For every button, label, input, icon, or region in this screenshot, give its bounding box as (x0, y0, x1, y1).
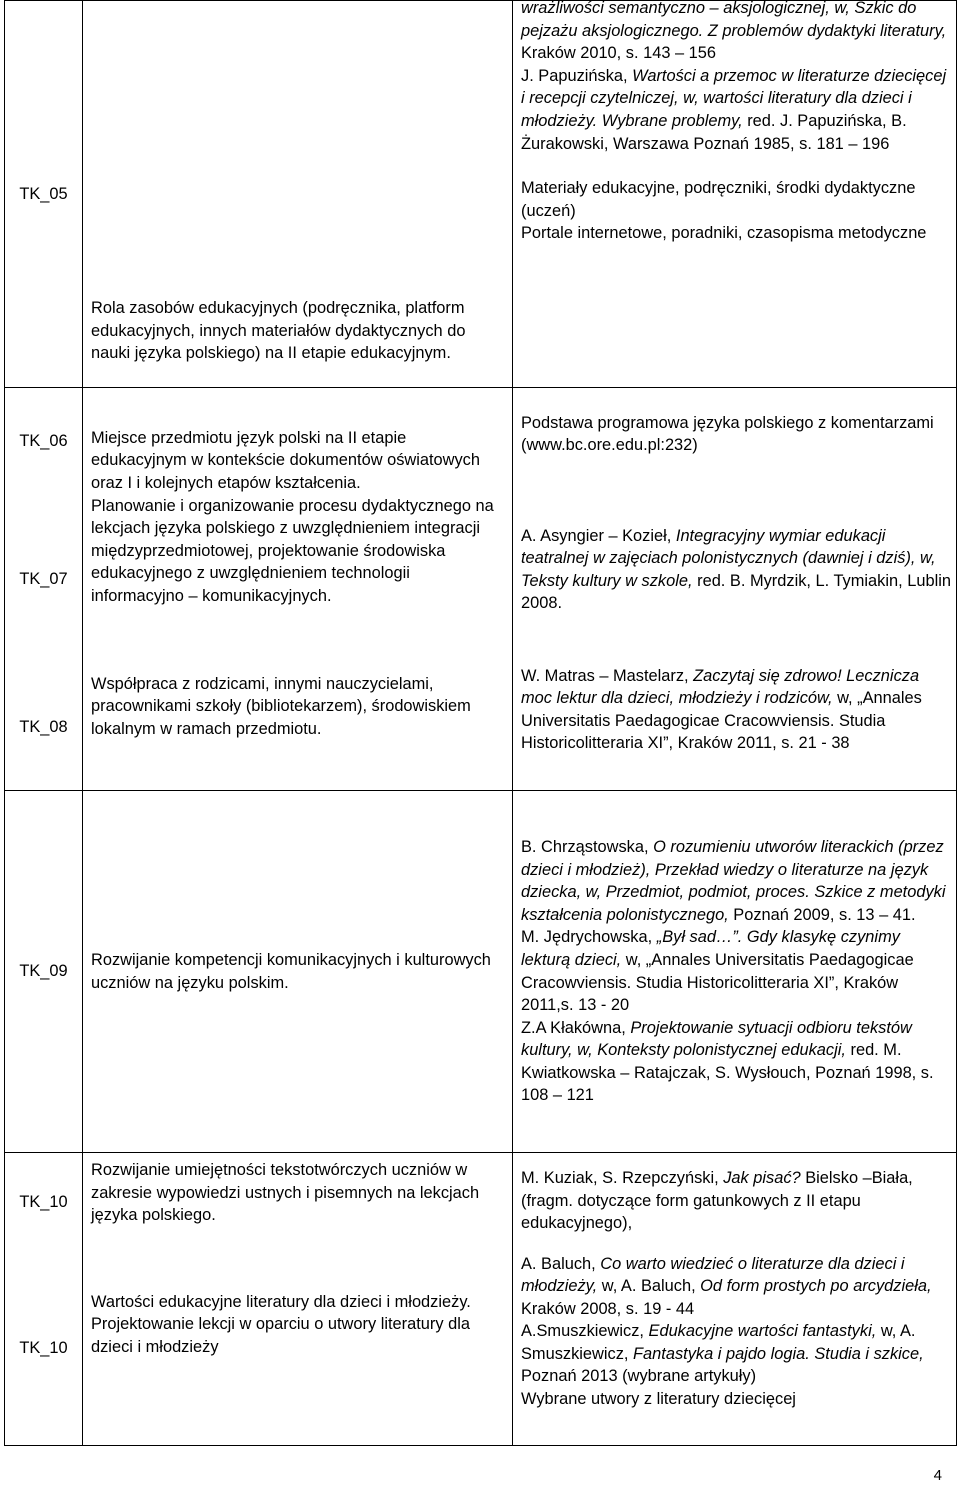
literature-text: red. M. Kwiatkowska – Ratajczak, S. Wysłouch, Poznań 1998, s. 108 – 121 (521, 1041, 934, 1105)
literature-entry (521, 0, 952, 65)
literature-text: red. B. Myrdzik, L. Tymiakin, Lublin 2008. (521, 571, 951, 613)
course-topics-table (4, 0, 957, 1446)
literature-text: M. Jędrychowska, (521, 928, 657, 947)
literature-list (521, 665, 952, 755)
literature-text: w, A. Baluch, (597, 1277, 701, 1296)
literature-list (521, 525, 952, 615)
row-topic: Miejsce przedmiotu język polski na II etapie edukacyjnym w kontekście dokumentów oświatowych oraz I i kolejnych etapów kształcenia. (83, 388, 513, 495)
literature-title-text: Zaczytaj się zdrowo! Lecznicza moc lektur dla dzieci, młodzieży i rodziców, (521, 666, 920, 708)
literature-title-text: Integracyjny wymiar edukacji teatralnej w zajęciach polonistycznych (dawniej i dziś), w, Teksty kultury w szkole, (521, 526, 936, 590)
literature-text: Materiały edukacyjne, podręczniki, środki dydaktyczne (uczeń) (521, 179, 916, 220)
row-topic: Rozwijanie kompetencji komunikacyjnych i kulturowych uczniów na języku polskim. (83, 791, 513, 1153)
literature-list (521, 412, 952, 457)
row-topic: Wartości edukacyjne literatury dla dzieci i młodzieży. Projektowanie lekcji w oparciu o utwory literatury dla dzieci i młodzieży (83, 1253, 513, 1446)
row-code: TK_07 (5, 495, 83, 665)
row-topic: Rozwijanie umiejętności tekstotwórczych uczniów w zakresie wypowiedzi ustnych i pisemnych na lekcjach języka polskiego. (83, 1153, 513, 1253)
row-literature (513, 1253, 957, 1446)
literature-entry (521, 836, 952, 926)
literature-text: M. Kuziak, S. Rzepczyński, (521, 1169, 724, 1187)
row-topic: Rola zasobów edukacyjnych (podręcznika, platform edukacyjnych, innych materiałów dydaktycznych do nauki języka polskiego) na II etapie edukacyjnym. (83, 1, 513, 388)
document-page (4, 0, 956, 1446)
literature-title-text: Projektowanie sytuacji odbioru tekstów kultury, w, Konteksty polonistycznej edukacji, (521, 1018, 912, 1060)
literature-text: Bielsko –Biała, (fragm. dotyczące form gatunkowych z II etapu edukacyjnego), (521, 1169, 913, 1233)
literature-list (521, 177, 952, 245)
literature-title-text: Od form prostych po arcydzieła, (700, 1277, 932, 1296)
row-literature (513, 1, 957, 388)
table-row (5, 495, 957, 665)
literature-text: A.Smuszkiewicz, (521, 1322, 649, 1341)
literature-text: w, „Annales Universitatis Paedagogicae Cracowviensis. Studia Historicolitteraria XI”, Kraków 2011,s. 13 - 20 (521, 950, 914, 1015)
literature-entry (521, 1167, 952, 1235)
table-row (5, 1253, 957, 1446)
row-code: TK_10 (5, 1153, 83, 1253)
table-row (5, 665, 957, 791)
literature-title-text: Fantastyka i pajdo logia. Studia i szkice, (633, 1344, 924, 1363)
literature-text: B. Chrząstowska, (521, 837, 654, 856)
row-literature (513, 388, 957, 495)
literature-title-text: O rozumieniu utworów literackich (przez dzieci i młodzież), Przekład wiedzy o literaturze na język dziecka, w, Przedmiot, podmiot, proces. Szkice z metodyki kształcenia polonistycznego, (521, 837, 946, 924)
literature-entry (521, 926, 952, 1016)
literature-text: Wybrane utwory z literatury dziecięcej (521, 1390, 796, 1409)
literature-entry (521, 222, 952, 245)
page-number: 4 (933, 1467, 942, 1484)
row-code: TK_10 (5, 1253, 83, 1446)
literature-entry (521, 65, 952, 155)
literature-title-text: Jak pisać? (723, 1169, 801, 1187)
literature-text: Poznań 2013 (wybrane artykuły) (521, 1367, 757, 1386)
literature-entry (521, 1253, 952, 1321)
table-row (5, 791, 957, 1153)
row-code: TK_09 (5, 791, 83, 1153)
literature-text: A. Asyngier – Kozieł, (521, 526, 676, 545)
literature-title-text: wrażliwości semantyczno – aksjologicznej, w, Szkic do pejzażu aksjologicznego. Z problemów dydaktyki literatury, (521, 0, 947, 40)
row-code: TK_05 (5, 1, 83, 388)
literature-title-text: Edukacyjne wartości fantastyki, (648, 1322, 877, 1341)
table-row (5, 1153, 957, 1253)
literature-title-text: Co warto wiedzieć o literaturze dla dzieci i młodzieży, (521, 1254, 905, 1296)
literature-text: Portale internetowe, poradniki, czasopisma metodyczne (521, 224, 927, 243)
literature-text: w, A. Smuszkiewicz, (521, 1322, 916, 1363)
row-topic: Współpraca z rodzicami, innymi nauczycielami, pracownikami szkoły (bibliotekarzem), środowiskiem lokalnym w ramach przedmiotu. (83, 665, 513, 791)
literature-entry (521, 177, 952, 222)
literature-text: Poznań 2009, s. 13 – 41. (728, 905, 916, 924)
row-topic: Planowanie i organizowanie procesu dydaktycznego na lekcjach języka polskiego z uwzględnieniem integracji międzyprzedmiotowej, projektowanie środowiska edukacyjnego z uwzględnieniem technologii informacyjno – komunikacyjnych. (83, 495, 513, 665)
literature-text: J. Papuzińska, (521, 66, 633, 85)
literature-entry (521, 665, 952, 755)
literature-text: Z.A Kłakówna, (521, 1018, 631, 1037)
literature-entry (521, 1320, 952, 1388)
literature-list (521, 1167, 952, 1235)
literature-entry (521, 1017, 952, 1107)
literature-entry (521, 525, 952, 615)
literature-text: w, „Annales Universitatis Paedagogicae Cracowviensis. Studia Historicolitteraria XI”, Kraków 2011, s. 21 - 38 (521, 689, 922, 753)
literature-text: Podstawa programowa języka polskiego z komentarzami (www.bc.ore.edu.pl:232) (521, 413, 934, 455)
literature-list (521, 0, 952, 155)
row-code: TK_08 (5, 665, 83, 791)
literature-text: A. Baluch, (521, 1254, 601, 1273)
row-literature (513, 665, 957, 791)
literature-text: Kraków 2010, s. 143 – 156 (521, 44, 716, 63)
row-literature (513, 495, 957, 665)
literature-text: Kraków 2008, s. 19 - 44 (521, 1299, 695, 1318)
row-literature (513, 791, 957, 1153)
literature-entry (521, 1388, 952, 1411)
literature-list (521, 836, 952, 1107)
literature-title-text: „Był sad…”. Gdy klasykę czynimy lekturą dzieci, (521, 928, 900, 969)
row-literature (513, 1153, 957, 1253)
literature-text: red. J. Papuzińska, B. Żurakowski, Warszawa Poznań 1985, s. 181 – 196 (521, 111, 907, 153)
literature-entry (521, 412, 952, 457)
row-code: TK_06 (5, 388, 83, 495)
literature-title-text: Wartości a przemoc w literaturze dziecięcej i recepcji czytelniczej, w, wartości literatury dla dzieci i młodzieży. Wybrane problemy, (521, 66, 947, 130)
table-row (5, 388, 957, 495)
literature-text: W. Matras – Mastelarz, (521, 666, 694, 685)
literature-list (521, 1253, 952, 1411)
table-row (5, 1, 957, 388)
